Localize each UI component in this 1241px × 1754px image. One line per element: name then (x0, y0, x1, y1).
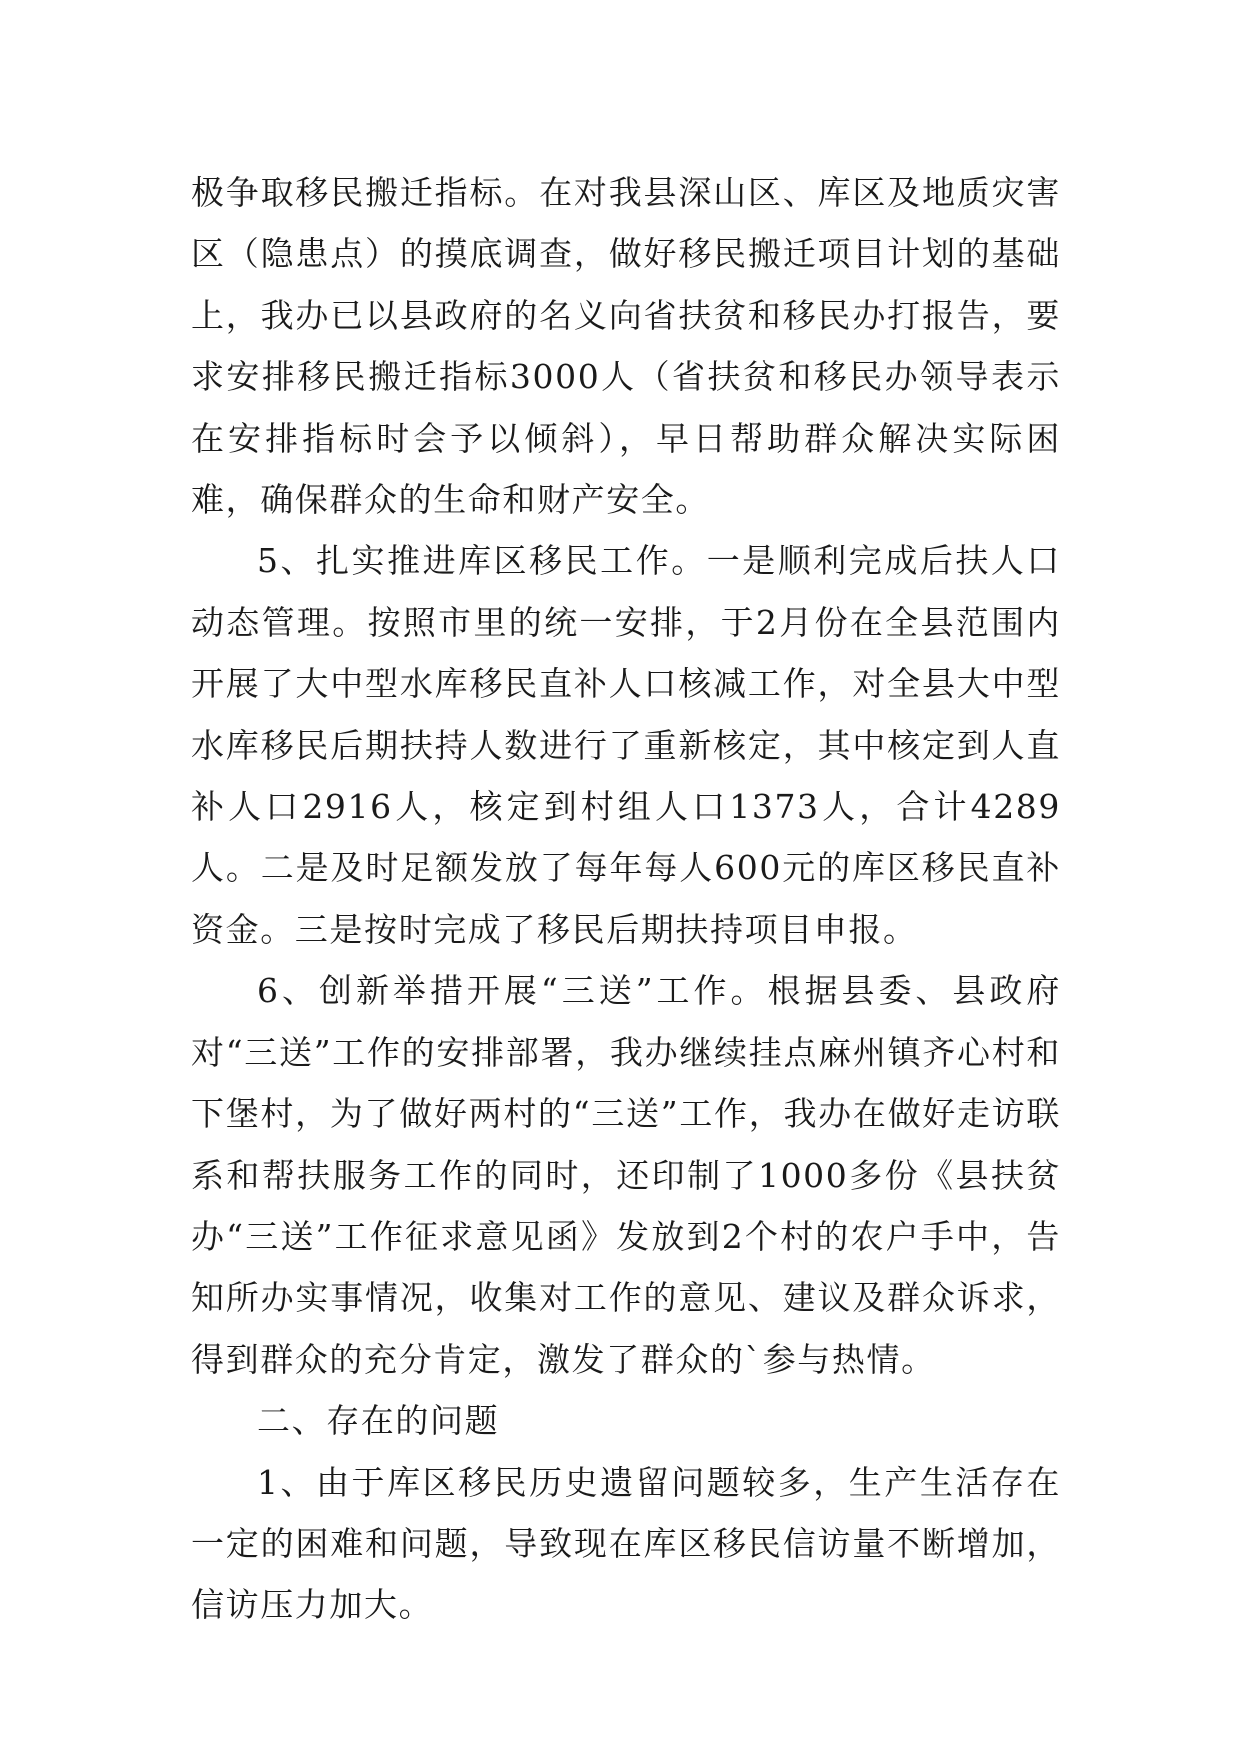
paragraph-problem-1: 1、由于库区移民历史遗留问题较多，生产生活存在一定的困难和问题，导致现在库区移民信访量不断增加，信访压力加大。 (191, 1462, 1061, 1625)
paragraph-reservoir-migration: 5、扎实推进库区移民工作。一是顺利完成后扶人口动态管理。按照市里的统一安排，于2月份在全县范围内开展了大中型水库移民直补人口核减工作，对全县大中型水库移民后期扶持人数进行了重新核定，其中核定到人直补人口2916人，核定到村组人口1373人，合计4289人。二是及时足额发放了每年每人600元的库区移民直补资金。三是按时完成了移民后期扶持项目申报。 (191, 541, 1061, 949)
section-heading-problems: 二、存在的问题 (257, 1401, 500, 1441)
document-body (191, 162, 1061, 1636)
paragraph-relocation-quota: 极争取移民搬迁指标。在对我县深山区、库区及地质灾害区（隐患点）的摸底调查，做好移民搬迁项目计划的基础上，我办已以县政府的名义向省扶贫和移民办打报告，要求安排移民搬迁指标3000人（省扶贫和移民办领导表示在安排指标时会予以倾斜），早日帮助群众解决实际困难，确保群众的生命和财产安全。 (191, 173, 1061, 520)
paragraph-three-deliveries: 6、创新举措开展“三送”工作。根据县委、县政府对“三送”工作的安排部署，我办继续挂点麻州镇齐心村和下堡村，为了做好两村的“三送”工作，我办在做好走访联系和帮扶服务工作的同时，还印制了1000多份《县扶贫办“三送”工作征求意见函》发放到2个村的农户手中，告知所办实事情况，收集对工作的意见、建议及群众诉求，得到群众的充分肯定，激发了群众的`参与热情。 (191, 971, 1061, 1379)
